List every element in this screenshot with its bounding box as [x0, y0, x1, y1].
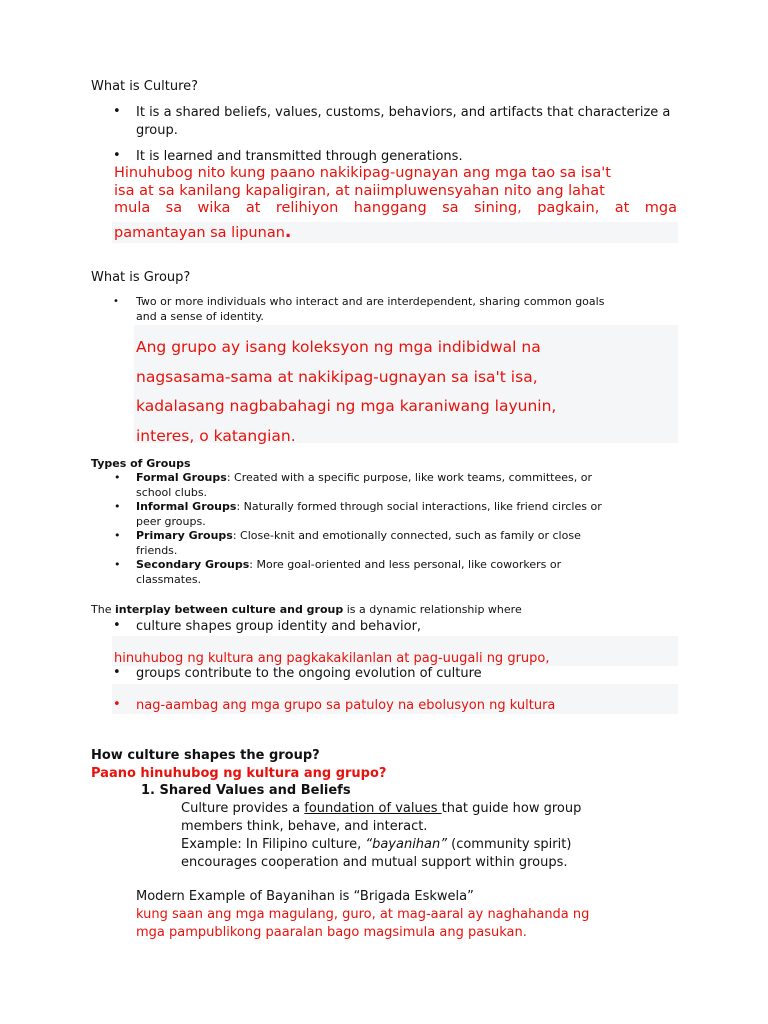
interplay-translation-1: hinuhubog ng kultura ang pagkakakilanlan at pag-uugali ng grupo, [114, 651, 550, 666]
bullet-dot: • [114, 500, 121, 513]
shapes-para-line: members think, behave, and interact. [181, 819, 428, 834]
group-bullet-line: Two or more individuals who interact and are interdependent, sharing common goals [136, 295, 605, 308]
types-desc-cont: peer groups. [136, 514, 206, 528]
types-term: Primary Groups [136, 529, 233, 542]
group-heading: What is Group? [91, 270, 191, 285]
types-desc: : Created with a specific purpose, like work teams, committees, or [226, 471, 592, 484]
group-translation [136, 333, 556, 451]
translation-period: . [284, 221, 292, 242]
translation-line: interes, o katangian. [136, 426, 296, 445]
interplay-intro-pre: The [91, 603, 115, 616]
types-item-primary [114, 529, 684, 558]
shapes-example-italic: “bayanihan” [365, 837, 447, 852]
interplay-bullet-1: culture shapes group identity and behavior, [136, 619, 422, 634]
shapes-para-line [181, 800, 681, 818]
interplay-intro [91, 603, 522, 618]
shapes-item-title: 1. Shared Values and Beliefs [141, 783, 351, 798]
interplay-translation-2: nag-aambag ang mga grupo sa patuloy na ebolusyon ng kultura [136, 698, 556, 713]
bullet-dot: • [113, 618, 121, 633]
shapes-heading-translation: Paano hinuhubog ng kultura ang grupo? [91, 766, 387, 781]
shapes-example-line: encourages cooperation and mutual support within groups. [181, 855, 568, 870]
bullet-dot: • [113, 697, 121, 712]
translation-line-last [114, 221, 677, 243]
group-bullet [136, 295, 696, 324]
translation-line: isa at sa kanilang kapaligiran, at naiimpluwensyahan nito ang lahat [114, 182, 605, 199]
shapes-para-underlined: foundation of values [304, 801, 442, 816]
types-heading: Types of Groups [91, 457, 191, 470]
types-desc-cont: school clubs. [136, 485, 208, 499]
types-desc-cont: classmates. [136, 572, 202, 586]
shapes-example-pre: Example: In Filipino culture, [181, 837, 366, 852]
interplay-bullet-2: groups contribute to the ongoing evolution of culture [136, 666, 482, 681]
shapes-heading: How culture shapes the group? [91, 748, 320, 763]
types-term: Informal Groups [136, 500, 237, 513]
types-item-informal [114, 500, 684, 529]
types-desc: : Close-knit and emotionally connected, such as family or close [232, 529, 581, 542]
types-desc-cont: friends. [136, 543, 178, 557]
types-item-secondary [114, 558, 684, 587]
shapes-paragraph [181, 800, 681, 872]
translation-line: Ang grupo ay isang koleksyon ng mga indibidwal na [136, 338, 541, 356]
bullet-dot: • [114, 529, 121, 542]
bullet-dot: • [114, 558, 121, 571]
types-desc: : Naturally formed through social interactions, like friend circles or [236, 500, 602, 513]
modern-translation [136, 906, 589, 942]
translation-line: nagsasama-sama at nakikipag-ugnayan sa isa't isa, [136, 367, 538, 386]
types-term: Formal Groups [136, 471, 227, 484]
shapes-example-line [181, 836, 681, 854]
bullet-dot: • [114, 471, 121, 484]
translation-line: mga pampublikong paaralan bago magsimula ang pasukan. [136, 925, 527, 940]
translation-line: mula sa wika at relihiyon hanggang sa sining, pagkain, at mga [114, 200, 677, 216]
types-list [114, 471, 684, 587]
group-bullet-line: and a sense of identity. [136, 309, 264, 323]
translation-last-text: pamantayan sa lipunan [114, 224, 285, 241]
culture-bullet-2: It is learned and transmitted through generations. [136, 149, 463, 164]
culture-translation [114, 165, 677, 242]
translation-line: kung saan ang mga magulang, guro, at mag-aaral ay naghahanda ng [136, 907, 590, 922]
interplay-intro-bold: interplay between culture and group [114, 603, 344, 616]
translation-line: kadalasang nagbabahagi ng mga karaniwang layunin, [136, 397, 557, 415]
bullet-dot: • [113, 104, 121, 119]
shapes-example-post: (community spirit) [447, 837, 572, 852]
culture-bullet-1: It is a shared beliefs, values, customs, behaviors, and artifacts that characterize a group. [136, 105, 671, 138]
types-item-formal [114, 471, 684, 500]
types-term: Secondary Groups [136, 558, 250, 571]
bullet-dot: • [113, 665, 121, 680]
shapes-para-post: that guide how group [441, 801, 582, 816]
culture-heading: What is Culture? [91, 79, 199, 94]
translation-line: Hinuhubog nito kung paano nakikipag-ugnayan ang mga tao sa isa't [114, 165, 611, 181]
types-desc: : More goal-oriented and less personal, like coworkers or [249, 558, 562, 571]
bullet-dot: • [113, 148, 121, 163]
interplay-intro-post: is a dynamic relationship where [343, 603, 522, 616]
shapes-para-pre: Culture provides a [181, 801, 305, 816]
bullet-dot: • [113, 296, 119, 307]
modern-example: Modern Example of Bayanihan is “Brigada Eskwela” [136, 889, 474, 904]
